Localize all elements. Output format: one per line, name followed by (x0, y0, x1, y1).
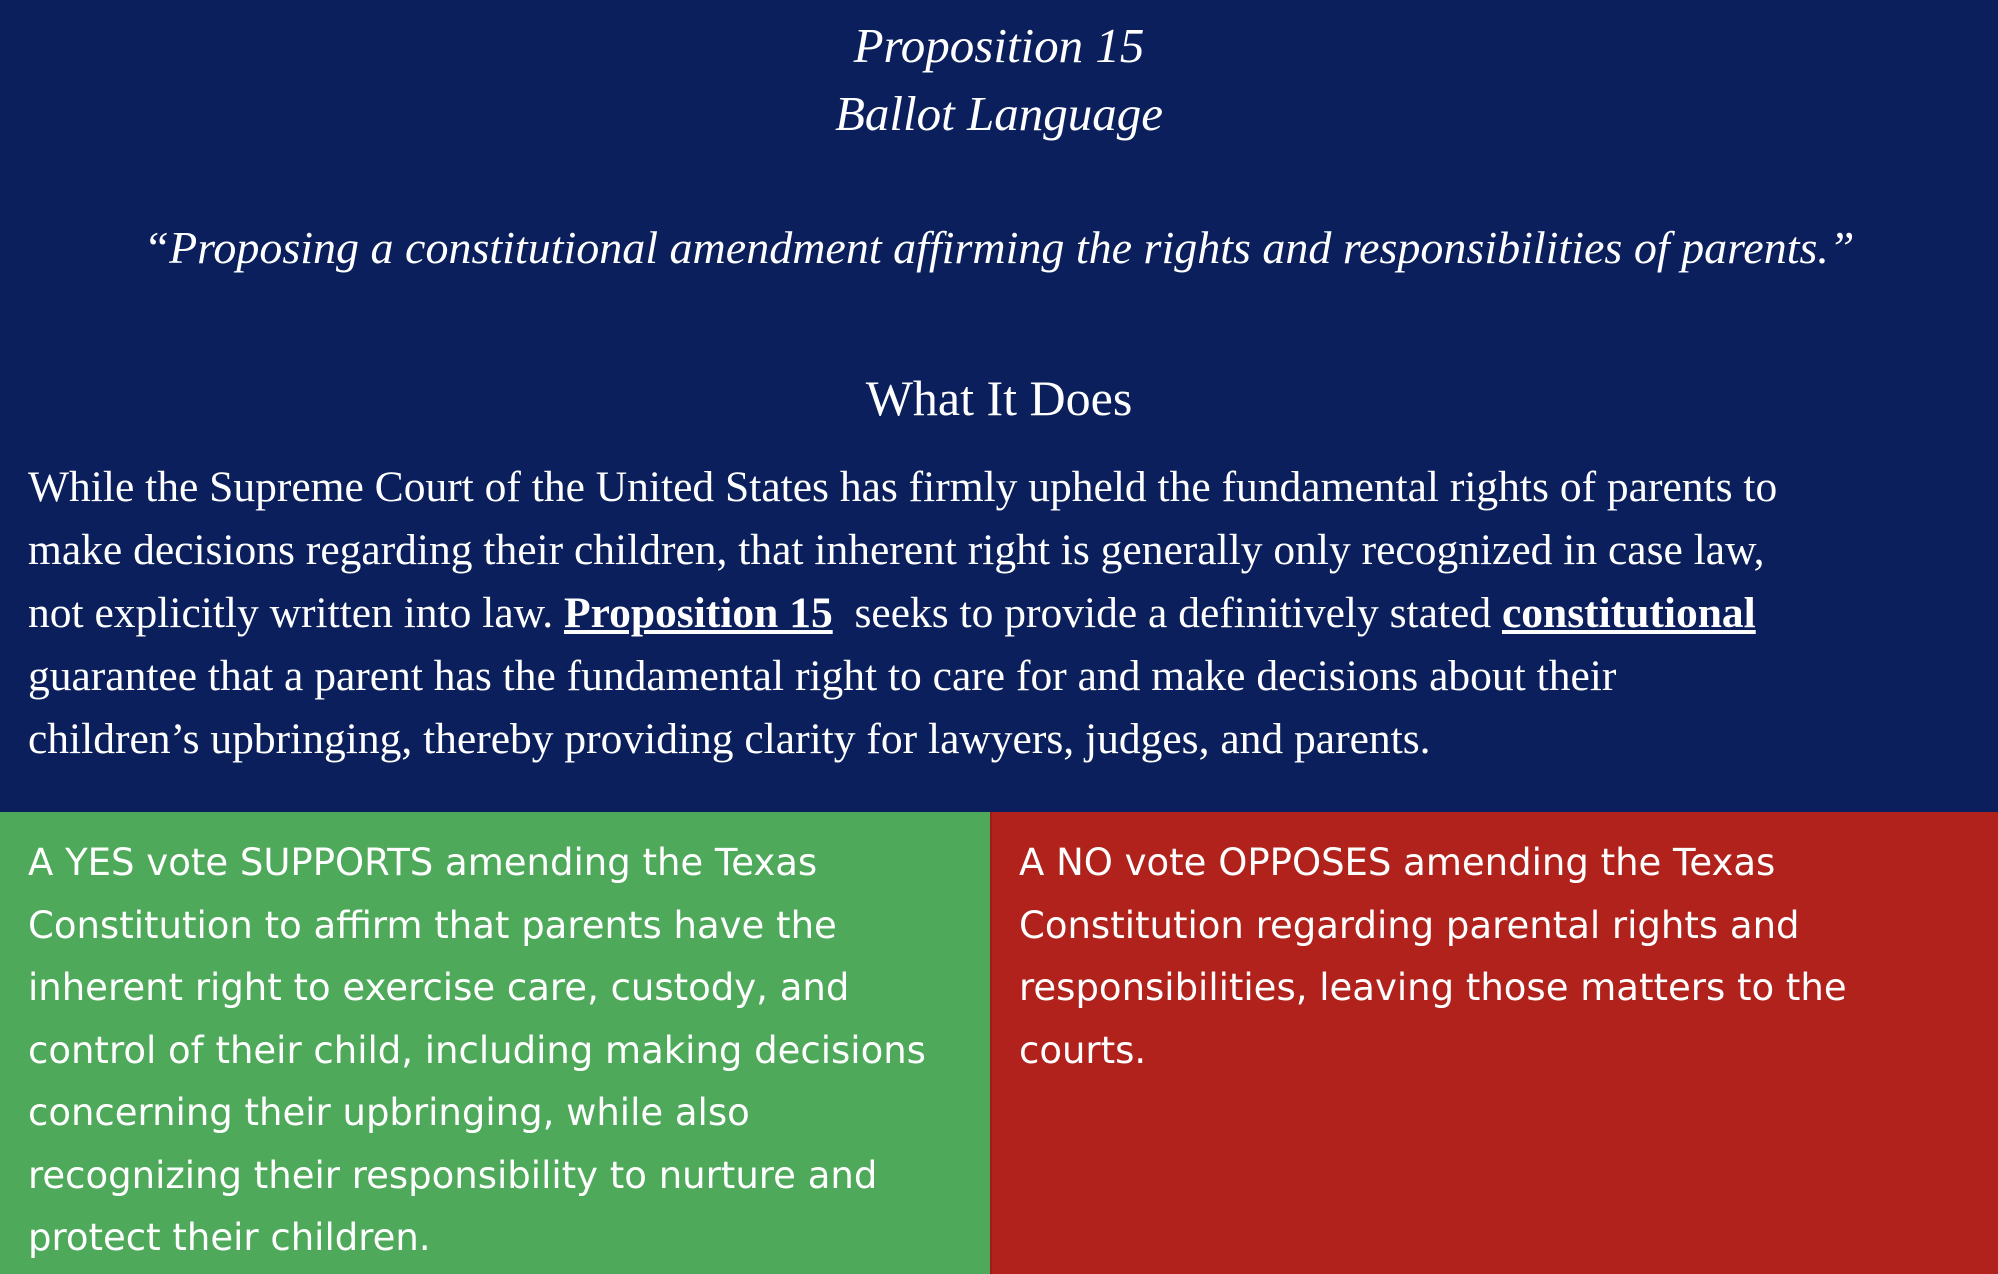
yes-vote-line: recognizing their responsibility to nurture and (28, 1153, 878, 1197)
proposition-emphasis: Proposition 15 (564, 589, 833, 637)
what-it-does-heading: What It Does (865, 370, 1133, 426)
proposition-title: Proposition 15 (853, 18, 1145, 73)
no-vote-line: Constitution regarding parental rights and (1019, 903, 1800, 947)
yes-vote-line: protect their children. (28, 1216, 431, 1259)
what-it-does-description (28, 456, 1978, 771)
description-text: seeks to provide a definitively stated (832, 589, 1502, 637)
no-vote-box (990, 812, 1998, 1274)
yes-vote-line: A YES vote SUPPORTS amending the Texas (28, 841, 818, 884)
no-vote-line: courts. (1019, 1028, 1147, 1072)
yes-vote-box (0, 812, 990, 1274)
description-line: guarantee that a parent has the fundamental right to care for and make decisions about their (28, 652, 1617, 700)
description-line: make decisions regarding their children, that inherent right is generally only recognized in case law, (28, 526, 1765, 574)
description-line: children’s upbringing, thereby providing clarity for lawyers, judges, and parents. (28, 715, 1431, 763)
yes-vote-line: concerning their upbringing, while also (28, 1091, 750, 1134)
constitutional-emphasis: constitutional (1501, 589, 1756, 637)
no-vote-line: responsibilities, leaving those matters to the (1019, 966, 1847, 1009)
description-line: While the Supreme Court of the United States has firmly upheld the fundamental rights of parents to (28, 463, 1778, 511)
yes-vote-line: inherent right to exercise care, custody, and (28, 966, 850, 1009)
yes-vote-line: control of their child, including making decisions (28, 1028, 926, 1072)
ballot-language-title: Ballot Language (834, 86, 1164, 141)
description-line (28, 582, 1978, 645)
yes-vote-line: Constitution to affirm that parents have the (28, 903, 837, 947)
no-vote-line: A NO vote OPPOSES amending the Texas (1019, 841, 1776, 884)
description-text: not explicitly written into law. (28, 589, 564, 637)
ballot-language-quote: “Proposing a constitutional amendment affirming the rights and responsibilities of parents.” (143, 222, 1855, 273)
